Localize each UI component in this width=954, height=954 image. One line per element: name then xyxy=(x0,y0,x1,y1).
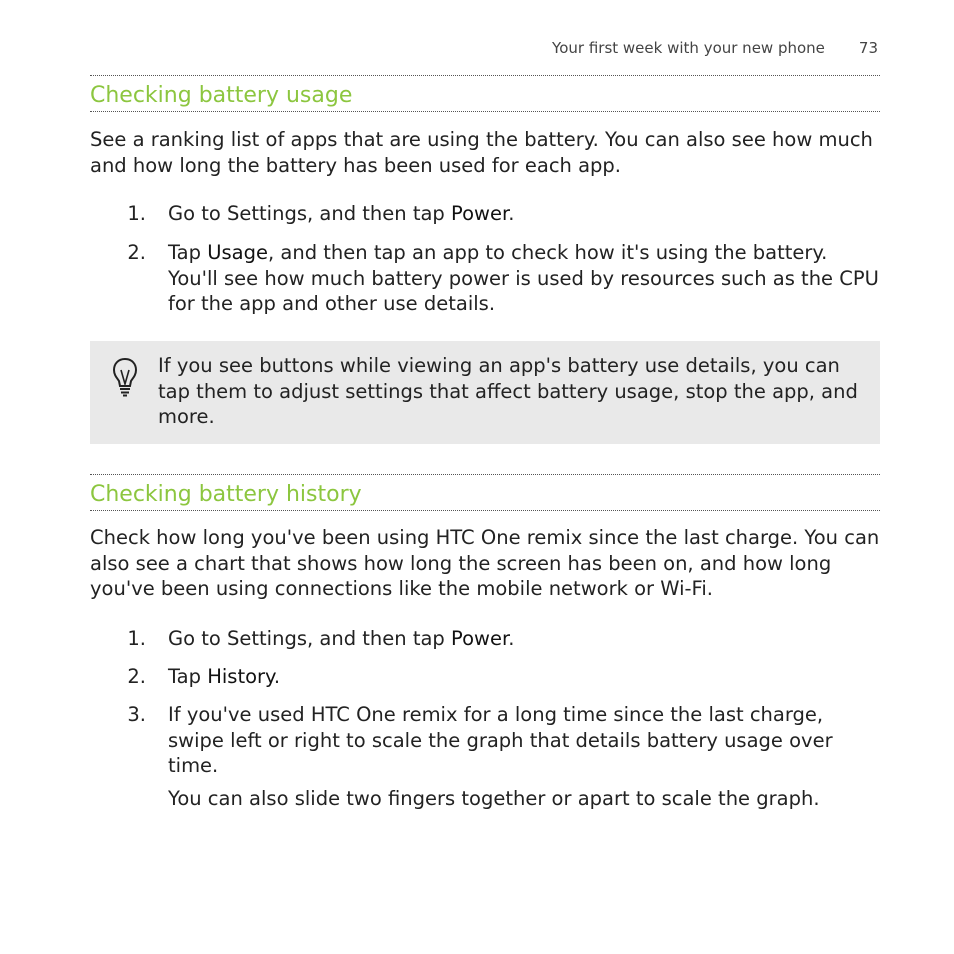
page-number: 73 xyxy=(858,39,878,57)
running-header xyxy=(552,39,878,57)
step-text: Tap History. xyxy=(168,665,281,688)
step-text: Go to Settings, and then tap Power. xyxy=(168,202,515,225)
ui-term-power: Power xyxy=(451,202,509,225)
step-number: 1. xyxy=(127,627,146,650)
step-number: 3. xyxy=(127,703,146,726)
step-number: 2. xyxy=(127,241,146,264)
section-divider-top xyxy=(90,75,880,76)
chapter-title: Your first week with your new phone xyxy=(552,39,825,57)
tip-callout xyxy=(90,341,880,444)
ui-term-usage: Usage xyxy=(207,241,268,264)
tip-text: If you see buttons while viewing an app's battery use details, you can tap them to adjust settings that affect battery usage, stop the app, and more. xyxy=(158,354,858,428)
section-divider-bottom xyxy=(90,111,880,112)
ui-term-power: Power xyxy=(451,627,509,650)
step-number: 2. xyxy=(127,665,146,688)
ui-term-history: History xyxy=(207,665,274,688)
section-divider-bottom xyxy=(90,510,880,511)
step-text: If you've used HTC One remix for a long time since the last charge, swipe left or right to scale the graph that details battery usage over time. xyxy=(168,703,833,777)
section-heading-battery-history: Checking battery history xyxy=(90,482,362,507)
section-intro-battery-usage: See a ranking list of apps that are using the battery. You can also see how much and how long the battery has been used for each app. xyxy=(90,128,873,177)
step-number: 1. xyxy=(127,202,146,225)
step-note-text: You can also slide two fingers together or apart to scale the graph. xyxy=(168,787,820,810)
section-heading-battery-usage: Checking battery usage xyxy=(90,83,353,108)
section-divider-top xyxy=(90,474,880,475)
step-text: Tap Usage, and then tap an app to check how it's using the battery. You'll see how much battery power is used by resources such as the CPU for the app and other use details. xyxy=(168,241,879,315)
lightbulb-icon xyxy=(112,357,138,397)
step-text: Go to Settings, and then tap Power. xyxy=(168,627,515,650)
section-intro-battery-history: Check how long you've been using HTC One remix since the last charge. You can also see a chart that shows how long the screen has been on, and how long you've been using connections like the mobile network or Wi-Fi. xyxy=(90,526,880,600)
